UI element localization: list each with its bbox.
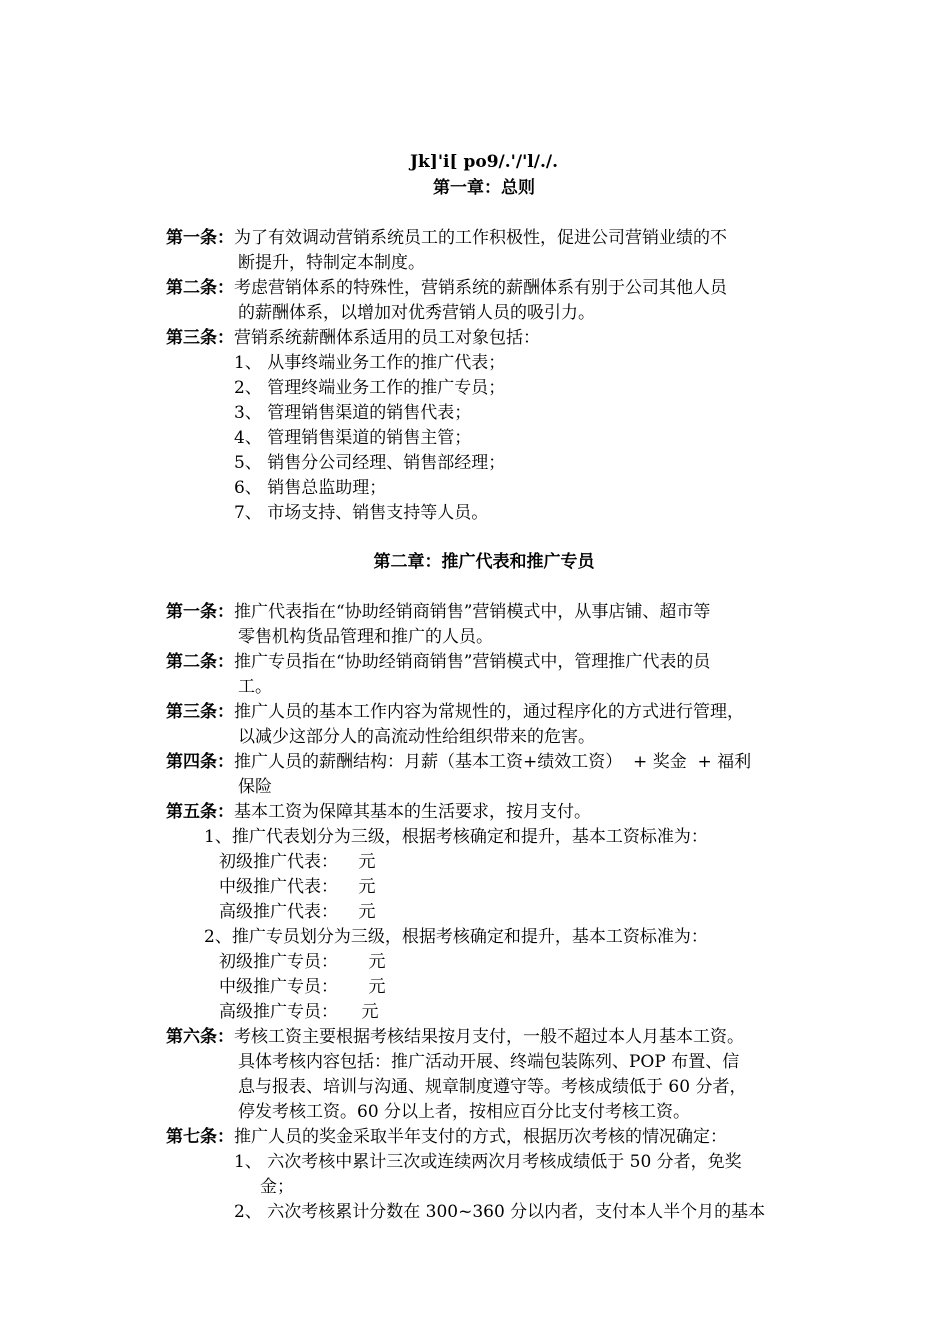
ch2-article-3-cont: 以减少这部分人的高流动性给组织带来的危害。 [238,727,595,747]
article-text: 推广人员的基本工作内容为常规性的，通过程序化的方式进行管理， [234,702,744,722]
article-text: 营销系统薪酬体系适用的员工对象包括： [234,328,540,348]
article-label: 第三条： [166,328,234,348]
article-label: 第六条： [166,1027,234,1047]
salary-row [219,876,396,898]
ch2-article-5-sub-2: 2、推广专员划分为三级，根据考核确定和提升，基本工资标准为： [204,927,708,947]
article-text: 推广人员的奖金采取半年支付的方式，根据历次考核的情况确定： [234,1127,727,1147]
ch1-article-1-cont: 断提升，特制定本制度。 [238,253,425,273]
unit-label: 元 [361,1002,379,1022]
ch2-article-6-cont: 息与报表、培训与沟通、规章制度遵守等。考核成绩低于 60 分者， [238,1077,747,1097]
ch2-article-4-cont: 保险 [238,777,272,797]
ch2-article-6 [166,1026,744,1048]
document-heading: Jk]'i[ po9/.'/'l/./. [409,152,558,172]
list-item: 3、 管理销售渠道的销售代表； [234,403,472,423]
list-item: 2、 管理终端业务工作的推广专员； [234,378,506,398]
unit-label: 元 [368,952,386,972]
unit-label: 元 [358,852,376,872]
article-text: 基本工资为保障其基本的生活要求，按月支付。 [234,802,591,822]
list-item: 1、 从事终端业务工作的推广代表； [234,353,506,373]
article-text: 推广专员指在“协助经销商销售”营销模式中，管理推广代表的员 [234,652,711,672]
article-label: 第四条： [166,752,234,772]
ch2-article-4 [166,751,751,773]
article-label: 第五条： [166,802,234,822]
grade-label: 高级推广专员： [219,1002,338,1022]
chapter-2-title: 第二章：推广代表和推广专员 [373,552,595,572]
list-item-cont: 金； [260,1177,294,1197]
list-item: 7、 市场支持、销售支持等人员。 [234,503,489,523]
article-label: 第二条： [166,652,234,672]
salary-row [219,851,396,873]
grade-label: 初级推广代表： [219,852,338,872]
chapter-1-title: 第一章：总则 [433,178,535,198]
grade-label: 中级推广代表： [219,877,338,897]
article-label: 第二条： [166,278,234,298]
article-text: 推广人员的薪酬结构：月薪（基本工资+绩效工资） + 奖金 + 福利 [234,752,752,772]
grade-label: 中级推广专员： [219,977,338,997]
ch2-article-6-cont: 停发考核工资。60 分以上者，按相应百分比支付考核工资。 [238,1102,691,1122]
ch2-article-3 [166,701,744,723]
ch2-article-7 [166,1126,727,1148]
ch2-article-5-sub-1: 1、推广代表划分为三级，根据考核确定和提升，基本工资标准为： [204,827,708,847]
unit-label: 元 [368,977,386,997]
grade-label: 高级推广代表： [219,902,338,922]
article-text: 考虑营销体系的特殊性，营销系统的薪酬体系有别于公司其他人员 [234,278,727,298]
salary-row [219,951,416,973]
ch2-article-2-cont: 工。 [238,677,272,697]
salary-row [219,976,416,998]
unit-label: 元 [358,902,376,922]
article-text: 为了有效调动营销系统员工的工作积极性，促进公司营销业绩的不 [234,228,727,248]
list-item: 5、 销售分公司经理、销售部经理； [234,453,506,473]
article-label: 第七条： [166,1127,234,1147]
unit-label: 元 [358,877,376,897]
list-item: 6、 销售总监助理； [234,478,387,498]
salary-row [219,1001,402,1023]
list-item: 4、 管理销售渠道的销售主管； [234,428,472,448]
ch1-article-3 [166,327,540,349]
salary-row [219,901,396,923]
ch2-article-5 [166,801,591,823]
article-text: 推广代表指在“协助经销商销售”营销模式中，从事店铺、超市等 [234,602,711,622]
ch2-article-2 [166,651,710,673]
ch1-article-2 [166,277,727,299]
ch2-article-6-cont: 具体考核内容包括：推广活动开展、终端包装陈列、POP 布置、信 [238,1052,740,1072]
ch1-article-1 [166,227,727,249]
ch1-article-2-cont: 的薪酬体系，以增加对优秀营销人员的吸引力。 [238,303,595,323]
list-item: 2、 六次考核累计分数在 300~360 分以内者，支付本人半个月的基本 [234,1202,766,1222]
grade-label: 初级推广专员： [219,952,338,972]
article-label: 第三条： [166,702,234,722]
article-label: 第一条： [166,602,234,622]
ch2-article-1-cont: 零售机构货品管理和推广的人员。 [238,627,493,647]
list-item: 1、 六次考核中累计三次或连续两次月考核成绩低于 50 分者，免奖 [234,1152,742,1172]
ch2-article-1 [166,601,710,623]
article-label: 第一条： [166,228,234,248]
article-text: 考核工资主要根据考核结果按月支付，一般不超过本人月基本工资。 [234,1027,744,1047]
